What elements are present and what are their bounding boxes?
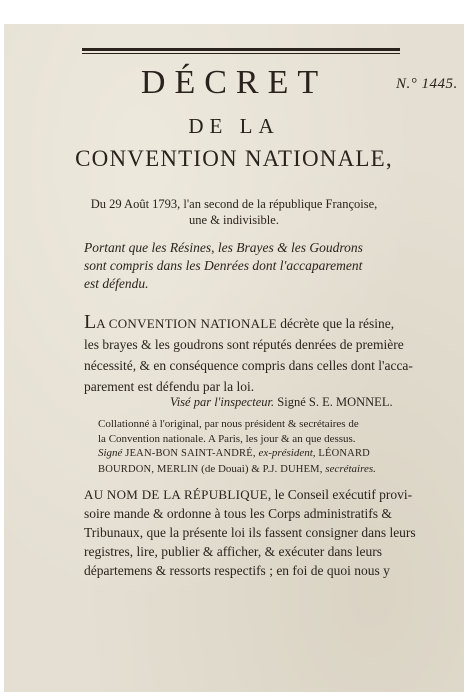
- decree-subject: [84, 239, 414, 293]
- title-decret: DÉCRET: [140, 64, 328, 101]
- collation-line: Collationné à l'original, par nous président & secrétaires de: [98, 418, 359, 430]
- title-convention-nationale: CONVENTION NATIONALE,: [75, 146, 393, 171]
- inspector-signature: [170, 395, 393, 410]
- convention-smallcaps: A CONVENTION NATIONALE: [96, 316, 277, 331]
- enactment-line: [84, 485, 420, 504]
- enactment-line: registres, lire, publier & afficher, & exécuter dans leurs: [84, 544, 382, 559]
- document-page: [4, 24, 464, 692]
- collation-line: [98, 462, 376, 478]
- enactment-line: Tribunaux, que la présente loi ils fassent consigner dans leurs: [84, 525, 416, 540]
- date-line-2: une & indivisible.: [189, 213, 279, 227]
- drop-initial: L: [84, 311, 97, 333]
- date-line-1: Du 29 Août 1793, l'an second de la république Françoise,: [90, 197, 378, 211]
- collation-line: la Convention nationale. A Paris, les jour & an que dessus.: [98, 432, 356, 445]
- signe-word: Signé: [98, 447, 123, 459]
- decree-line: [84, 312, 414, 334]
- signatory-role: ex-président,: [255, 447, 316, 459]
- decree-line-rest: décrète que la résine,: [276, 316, 395, 331]
- header-rule-thick: [82, 48, 400, 51]
- signatory-text: (de Douai) &: [198, 462, 263, 475]
- subject-line: est défendu.: [84, 276, 149, 291]
- decree-text: [84, 312, 414, 397]
- signatory-role: secrétaires.: [322, 462, 376, 475]
- signatory-name: LÉONARD: [315, 448, 370, 459]
- signatory-name: JEAN-BON SAINT-ANDRÉ,: [122, 448, 256, 459]
- collation-block: [98, 417, 376, 477]
- decree-line: nécessité, & en conséquence compris dans celles dont l'acca-: [84, 358, 413, 373]
- enactment-line: départemens & ressorts respectifs ; en foi de quoi nous y: [84, 563, 390, 578]
- enactment-line-rest: , le Conseil exécutif provi-: [267, 487, 413, 502]
- title-de-la: DE LA: [188, 114, 280, 138]
- subject-line: Portant que les Résines, les Brayes & les Goudrons: [84, 240, 363, 255]
- decree-line: parement est défendu par la loi.: [84, 379, 255, 394]
- collation-line: [98, 446, 376, 462]
- decree-line: les brayes & les goudrons sont réputés denrées de première: [84, 337, 404, 352]
- header-rule-thin: [82, 53, 400, 54]
- subject-line: sont compris dans les Denrées dont l'accaparement: [84, 258, 363, 273]
- signatory-name: BOURDON, MERLIN: [98, 463, 199, 475]
- republique-smallcaps: AU NOM DE LA RÉPUBLIQUE: [84, 487, 268, 502]
- enactment-line: soire mande & ordonne à tous les Corps administratifs &: [84, 506, 392, 521]
- enactment-text: [84, 485, 420, 580]
- signatory-name: P.J. DUHEM,: [262, 463, 323, 475]
- vise-label: Visé par l'inspecteur.: [170, 395, 275, 409]
- document-number: N.° 1445.: [396, 76, 458, 92]
- signe-monnel: Signé S. E. MONNEL.: [274, 395, 393, 409]
